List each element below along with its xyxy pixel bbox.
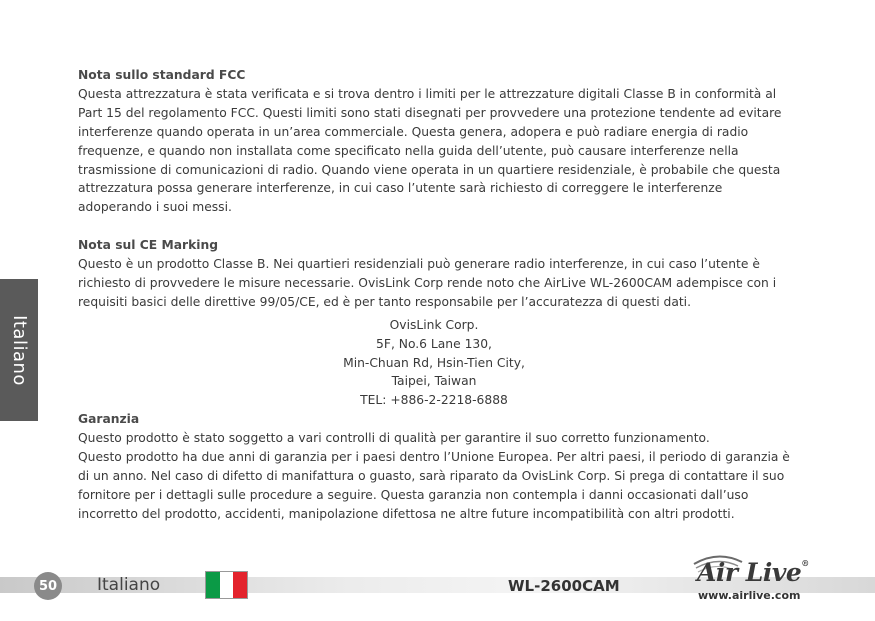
logo-brand: Air Live [697, 558, 802, 587]
side-tab-label: Italiano [8, 314, 30, 386]
company-address [78, 316, 790, 411]
italian-flag-icon [205, 571, 248, 599]
flag-stripe-green [206, 572, 220, 598]
document-body [78, 66, 790, 524]
flag-stripe-white [220, 572, 234, 598]
ce-body: Questo è un prodotto Classe B. Nei quartieri residenziali può generare radio interferenze, in cui caso l’utente è richiesto di provvedere le misure necessarie. OvisLink Corp rende noto che AirLive WL-2600CAM adempisce con i requisiti basici delle direttive 99/05/CE, ed è per tanto responsabile per l’accuratezza di questi dati. [78, 257, 777, 309]
flag-stripe-red [233, 572, 247, 598]
footer-language: Italiano [97, 575, 161, 595]
address-line: Min-Chuan Rd, Hsin-Tien City, [343, 355, 525, 370]
warranty-body-2: Questo prodotto ha due anni di garanzia per i paesi dentro l’Unione Europea. Per altri paesi, il periodo di garanzia è di un anno. Nel caso di difetto di manifattura o guasto, sarà riparato da OvisLink Corp. Si prega di contattare il suo fornitore per i dettagli sulle procedure a seguire. Questa garanzia non contempla i danni occasionati dall’uso incorretto del prodotto, accidenti, manipolazione difettosa ne altre future incompatibilità con altri prodotti. [78, 450, 790, 521]
address-phone: TEL: +886-2-2218-6888 [360, 393, 508, 408]
warranty-body-1: Questo prodotto è stato soggetto a vari controlli di qualità per garantire il suo corretto funzionamento. [78, 431, 710, 446]
address-line: OvisLink Corp. [389, 317, 479, 332]
ce-heading: Nota sul CE Marking [78, 238, 219, 253]
website-url: www.airlive.com [698, 589, 801, 602]
page-number: 50 [34, 572, 62, 600]
airlive-logo [697, 558, 809, 587]
footer-model: WL-2600CAM [508, 577, 620, 595]
fcc-heading: Nota sullo standard FCC [78, 68, 246, 82]
logo-registered-mark: ® [801, 558, 809, 568]
language-side-tab [0, 279, 38, 421]
fcc-body: Questa attrezzatura è stata verificata e si trova dentro i limiti per le attrezzature digitali Classe B in conformità al Part 15 del regolamento FCC. Questi limiti sono stati disegnati per provvedere una protezione tendente ad evitare interferenze quando operata in un’area commerciale. Questa genera, adopera e può radiare energia di radio frequenze, e quando non installata come specificato nella guida dell’utente, può causare interferenze nella trasmissione di comunicazioni di radio. Quando viene operata in un quartiere residenziale, è probabile che questa attrezzatura possa generare interferenze, in cui caso l’utente sarà richiesto di correggere le interferenze adoperando i suoi messi. [78, 86, 782, 215]
warranty-heading: Garanzia [78, 412, 140, 427]
address-line: 5F, No.6 Lane 130, [376, 336, 492, 351]
address-line: Taipei, Taiwan [391, 374, 477, 389]
